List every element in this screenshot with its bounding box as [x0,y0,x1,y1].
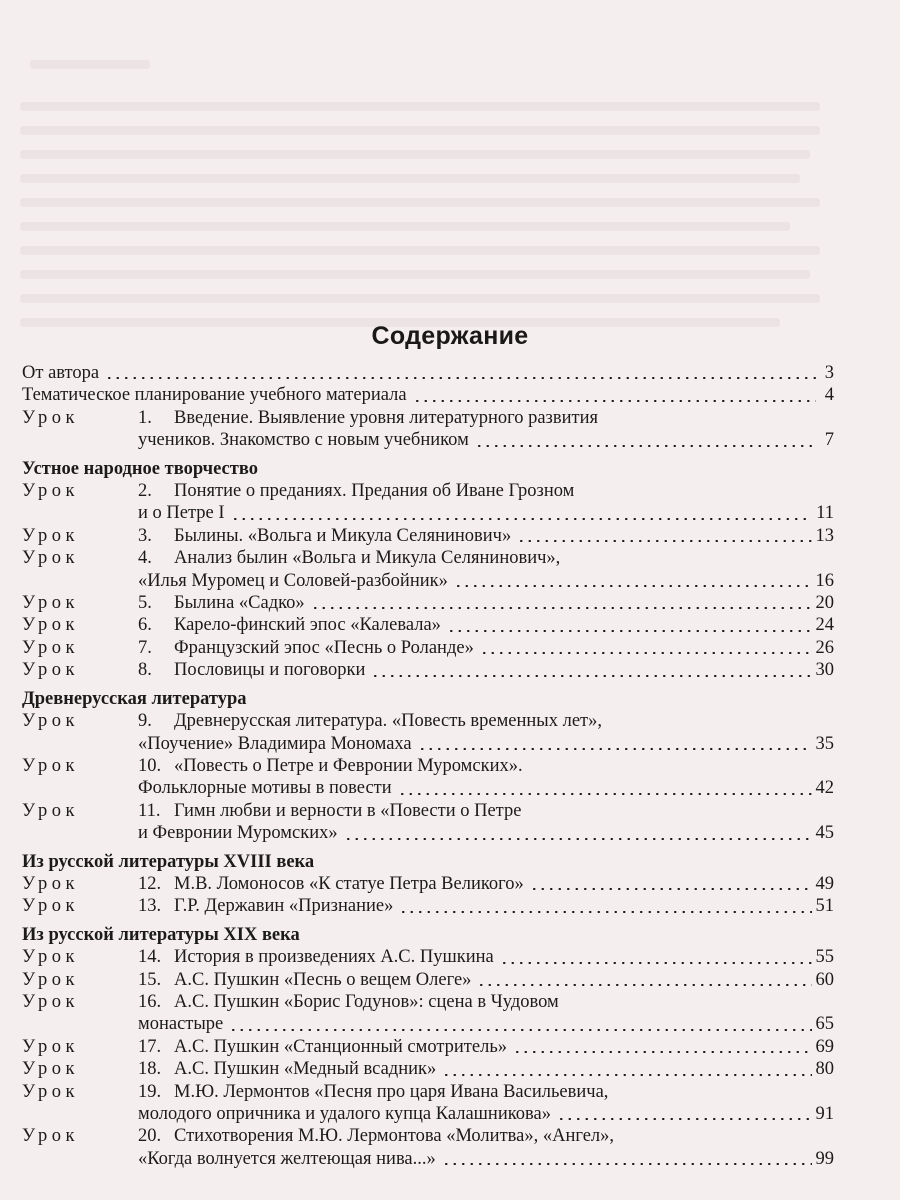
lesson-title: Пословицы и поговорки [174,660,366,681]
lesson-label [22,407,138,452]
lesson-title: Былина «Садко» [174,593,305,614]
leader-dots [517,540,811,542]
page-number: 24 [815,615,834,636]
lesson-number: 7. [138,637,152,658]
lesson-word: Урок [22,991,79,1012]
lesson-line-text [174,710,834,732]
leader-dots [398,793,812,795]
lesson-line-text [174,1036,834,1058]
lesson-number: 11. [138,800,161,821]
lesson-label [22,525,138,547]
lesson-label [22,480,138,525]
lesson-line-text [174,614,834,636]
lesson-line-text [174,525,834,547]
lesson-body [174,525,834,547]
lesson-title: Понятие о преданиях. Предания об Иване Грозном [174,481,575,502]
lesson-title: Былины. «Вольга и Микула Селянинович» [174,525,512,546]
lesson-number-col [138,525,174,547]
lesson-line-text [138,1013,834,1035]
lesson-word: Урок [22,593,79,614]
lesson-title: монастыре [138,1014,224,1035]
lesson-entry [22,592,834,614]
lesson-number-col [138,659,174,681]
lesson-line-text [174,1081,834,1103]
entry-text: От автора [22,363,100,383]
lesson-number: 15. [138,969,162,990]
lesson-word: Урок [22,481,79,502]
page-number: 13 [815,525,834,546]
lesson-line-text [174,1125,834,1147]
leader-dots [475,445,816,447]
leader-dots [442,1074,811,1076]
lesson-word: Урок [22,525,79,546]
lesson-word: Урок [22,1126,79,1147]
lesson-title: Французский эпос «Песнь о Роланде» [174,637,474,658]
page-number: 7 [824,430,834,451]
lesson-entry [22,1036,834,1058]
lesson-word: Урок [22,947,79,968]
leader-dots [311,607,812,609]
lesson-label [22,659,138,681]
lesson-label [22,895,138,917]
lesson-number: 4. [138,548,152,569]
entry-text: Тематическое планирование учебного материала [22,385,407,406]
lesson-entry [22,547,834,592]
lesson-word: Урок [22,548,79,569]
lesson-entry [22,407,834,452]
leader-dots [447,630,812,632]
lesson-label [22,614,138,636]
page-number: 20 [815,593,834,614]
lesson-entry [22,755,834,800]
lesson-body [174,873,834,895]
page-number: 65 [815,1014,834,1035]
lesson-line-text [138,733,834,755]
lesson-entry [22,873,834,895]
page-number: 60 [815,969,834,990]
section-heading: Устное народное творчество [22,458,258,479]
lesson-number: 3. [138,525,152,546]
leader-dots [513,1051,811,1053]
lesson-title: А.С. Пушкин «Станционный смотритель» [174,1036,508,1057]
lesson-title: Стихотворения М.Ю. Лермонтова «Молитва», «Ангел», [174,1126,615,1147]
lesson-title: Введение. Выявление уровня литературного развития [174,407,598,428]
lesson-entry [22,1081,834,1126]
lesson-entry [22,525,834,547]
lesson-body [174,1058,834,1080]
lesson-label [22,991,138,1036]
lesson-number-col [138,614,174,636]
leader-dots [413,400,816,402]
lesson-number-col [138,592,174,614]
lesson-body [174,637,834,659]
lesson-entry [22,1058,834,1080]
lesson-title: История в произведениях А.С. Пушкина [174,947,494,968]
lesson-word: Урок [22,969,79,990]
lesson-line-text [174,800,834,822]
page-number: 49 [815,873,834,894]
lesson-entry [22,1125,834,1170]
lesson-title: молодого опричника и удалого купца Калашникова» [138,1104,551,1124]
lesson-label [22,969,138,991]
lesson-number: 5. [138,593,152,614]
lesson-entry [22,800,834,845]
lesson-title: Гимн любви и верности в «Повести о Петре [174,800,522,821]
lesson-label [22,1036,138,1058]
lesson-entry [22,895,834,917]
lesson-label [22,1125,138,1170]
leader-dots [500,962,812,964]
lesson-title: Г.Р. Державин «Признание» [174,896,394,917]
lesson-title: А.С. Пушкин «Медный всадник» [174,1059,437,1080]
page-number: 35 [815,733,834,754]
lesson-word: Урок [22,755,79,776]
lesson-line-text [138,429,834,451]
section-heading: Из русской литературы XVIII века [22,851,315,872]
leader-dots [557,1118,812,1120]
lesson-entry [22,946,834,968]
lesson-line-text [174,895,834,917]
lesson-word: Урок [22,873,79,894]
page-title: Содержание [371,322,529,350]
lesson-entry [22,969,834,991]
lesson-body [138,547,834,592]
lesson-number: 1. [138,407,152,428]
lesson-label [22,547,138,592]
leader-dots [454,585,812,587]
leader-dots [231,518,813,520]
lesson-number-col [138,873,174,895]
lesson-body [174,614,834,636]
lesson-line-text [174,407,834,429]
lesson-number-col [138,895,174,917]
lesson-word: Урок [22,1036,79,1057]
lesson-title: Фольклорные мотивы в повести [138,778,392,799]
lesson-line-text [174,1058,834,1080]
lesson-word: Урок [22,711,79,732]
lesson-number: 17. [138,1036,162,1057]
lesson-label [22,710,138,755]
leader-dots [442,1163,812,1165]
lesson-title: «Поучение» Владимира Мономаха [138,733,412,754]
page-number: 80 [815,1059,834,1080]
lesson-number: 8. [138,660,152,681]
lesson-label [22,946,138,968]
table-of-contents [22,362,834,1170]
lesson-body [174,895,834,917]
lesson-word: Урок [22,660,79,681]
lesson-label [22,1058,138,1080]
lesson-number: 10. [138,755,162,776]
lesson-number-col [138,1036,174,1058]
lesson-line-text [138,570,834,592]
lesson-line-text [174,480,834,502]
page-number: 69 [815,1036,834,1057]
lesson-number: 6. [138,615,152,636]
lesson-number: 13. [138,896,162,917]
lesson-number-col [138,946,174,968]
lesson-number: 9. [138,711,152,732]
leader-dots [480,652,812,654]
lesson-line-text [174,637,834,659]
lesson-line-text [174,592,834,614]
lesson-line-text [138,777,834,799]
lesson-line-text [138,822,834,844]
lesson-title: А.С. Пушкин «Песнь о вещем Олеге» [174,969,472,990]
lesson-title: «Илья Муромец и Соловей-разбойник» [138,570,448,591]
lesson-number: 20. [138,1126,162,1147]
lesson-number: 18. [138,1059,162,1080]
page-number: 42 [815,778,834,799]
lesson-line-text [174,755,834,777]
lesson-number: 12. [138,873,162,894]
lesson-title: и о Петре I [138,503,225,524]
lesson-body [174,1036,834,1058]
lesson-word: Урок [22,1081,79,1102]
lesson-body [138,407,834,452]
lesson-entry [22,480,834,525]
lesson-label [22,592,138,614]
page-number: 30 [815,660,834,681]
toc-entry [22,384,834,406]
page-number: 55 [815,947,834,968]
lesson-line-text [138,502,834,524]
lesson-word: Урок [22,896,79,917]
leader-dots [418,748,812,750]
lesson-title: учеников. Знакомство с новым учебником [138,430,469,451]
lesson-label [22,755,138,800]
lesson-title: «Повесть о Петре и Февронии Муромских». [174,755,523,776]
page-number: 51 [815,896,834,917]
lesson-entry [22,637,834,659]
section-heading: Древнерусская литература [22,688,247,709]
lesson-title: и Февронии Муромских» [138,823,338,844]
lesson-line-text [174,946,834,968]
lesson-label [22,637,138,659]
lesson-title: М.В. Ломоносов «К статуе Петра Великого» [174,873,524,894]
leader-dots [344,838,812,840]
lesson-line-text [174,991,834,1013]
toc-entry [22,362,834,384]
lesson-number-col [138,969,174,991]
lesson-title: Карело-финский эпос «Калевала» [174,615,441,636]
lesson-title: «Когда волнуется желтеющая нива...» [138,1148,436,1169]
leader-dots [229,1029,811,1031]
lesson-line-text [174,873,834,895]
lesson-title: Древнерусская литература. «Повесть временных лет», [174,711,603,732]
lesson-entry [22,659,834,681]
page-number: 26 [815,637,834,658]
lesson-body [138,480,834,525]
leader-dots [477,984,811,986]
lesson-title: М.Ю. Лермонтов «Песня про царя Ивана Васильевича, [174,1081,609,1102]
lesson-word: Урок [22,1059,79,1080]
leader-dots [371,675,811,677]
lesson-body [174,659,834,681]
lesson-word: Урок [22,637,79,658]
lesson-entry [22,614,834,636]
lesson-number-col [138,1058,174,1080]
lesson-line-text [138,1148,834,1170]
lesson-title: А.С. Пушкин «Борис Годунов»: сцена в Чудовом [174,991,559,1012]
lesson-word: Урок [22,615,79,636]
lesson-body [138,710,834,755]
lesson-title: Анализ былин «Вольга и Микула Селянинович», [174,548,561,569]
lesson-line-text [138,1103,834,1125]
section-heading: Из русской литературы XIX века [22,924,300,945]
lesson-number-col [138,637,174,659]
lesson-number: 2. [138,481,152,502]
lesson-body [174,969,834,991]
page-number: 45 [815,823,834,844]
lesson-entry [22,991,834,1036]
lesson-number: 14. [138,947,162,968]
lesson-label [22,800,138,845]
lesson-body [174,946,834,968]
leader-dots [105,377,816,379]
lesson-word: Урок [22,407,79,428]
lesson-line-text [174,547,834,569]
lesson-entry [22,710,834,755]
page-number: 11 [816,503,834,524]
lesson-word: Урок [22,800,79,821]
lesson-line-text [174,659,834,681]
page-number: 91 [815,1104,834,1124]
leader-dots [399,911,811,913]
lesson-line-text [174,969,834,991]
lesson-label [22,873,138,895]
page-number: 3 [824,363,834,383]
leader-dots [530,888,812,890]
lesson-number: 19. [138,1081,162,1102]
lesson-number: 16. [138,991,162,1012]
page-number: 4 [824,385,834,406]
page-number: 16 [815,570,834,591]
page-number: 99 [815,1148,834,1169]
lesson-body [174,592,834,614]
lesson-label [22,1081,138,1126]
